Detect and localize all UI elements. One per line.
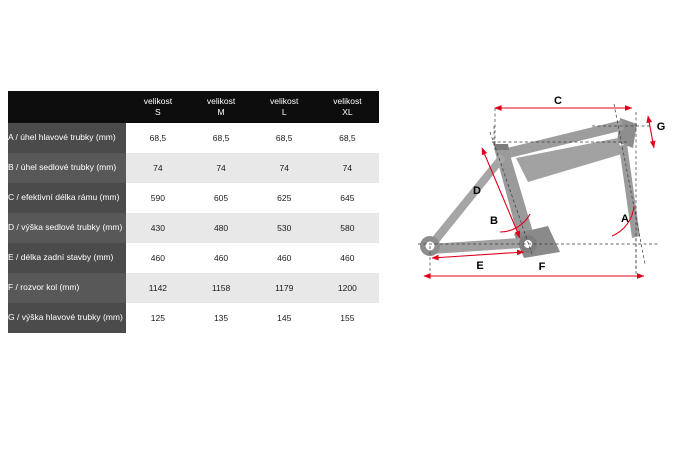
row-label-c: C / efektivní délka rámu (mm)	[8, 183, 126, 213]
column-header-word-m: velikost	[206, 96, 236, 107]
table-row	[8, 273, 379, 303]
row-label-d: D / výška sedlové trubky (mm)	[8, 213, 126, 243]
table-row	[8, 123, 379, 153]
dimension-label-f: F	[538, 261, 546, 273]
table-row	[8, 183, 379, 213]
column-header-word-l: velikost	[270, 96, 299, 107]
column-header-l	[253, 91, 316, 123]
cell-b-xl: 74	[316, 153, 379, 183]
table-row	[8, 303, 379, 333]
bike-frame-shape	[420, 118, 640, 258]
cell-g-l: 145	[253, 303, 316, 333]
frame-geometry-diagram	[396, 86, 674, 306]
cell-a-s: 68,5	[126, 123, 189, 153]
cell-e-m: 460	[189, 243, 252, 273]
cell-b-l: 74	[253, 153, 316, 183]
column-header-letter-xl: XL	[342, 107, 353, 117]
cell-a-l: 68,5	[253, 123, 316, 153]
table-row	[8, 243, 379, 273]
row-label-e: E / délka zadní stavby (mm)	[8, 243, 126, 273]
column-header-m	[189, 91, 252, 123]
cell-f-s: 1142	[126, 273, 189, 303]
cell-d-xl: 580	[316, 213, 379, 243]
cell-d-m: 480	[189, 213, 252, 243]
table-row	[8, 153, 379, 183]
dimension-label-b: B	[490, 215, 498, 227]
cell-c-xl: 645	[316, 183, 379, 213]
cell-e-l: 460	[253, 243, 316, 273]
row-label-g: G / výška hlavové trubky (mm)	[8, 303, 126, 333]
cell-g-m: 135	[189, 303, 252, 333]
cell-f-m: 1158	[189, 273, 252, 303]
row-label-f: F / rozvor kol (mm)	[8, 273, 126, 303]
cell-b-s: 74	[126, 153, 189, 183]
cell-e-s: 460	[126, 243, 189, 273]
column-header-letter-m: M	[217, 107, 225, 117]
cell-d-s: 430	[126, 213, 189, 243]
cell-e-xl: 460	[316, 243, 379, 273]
column-header-s	[126, 91, 189, 123]
cell-c-s: 590	[126, 183, 189, 213]
row-label-b: B / úhel sedlové trubky (mm)	[8, 153, 126, 183]
dimension-label-e: E	[476, 260, 484, 272]
geometry-table	[8, 91, 379, 333]
dimension-label-a: A	[621, 213, 629, 225]
table-corner-cell	[8, 91, 126, 123]
column-header-word-xl: velikost	[333, 96, 362, 107]
row-label-a: A / úhel hlavové trubky (mm)	[8, 123, 126, 153]
column-header-word-s: velikost	[143, 96, 173, 107]
cell-d-l: 530	[253, 213, 316, 243]
table-header	[8, 91, 379, 123]
cell-f-xl: 1200	[316, 273, 379, 303]
dimension-label-d: D	[473, 185, 481, 197]
table-body	[8, 123, 379, 333]
cell-g-s: 125	[126, 303, 189, 333]
cell-a-xl: 68,5	[316, 123, 379, 153]
cell-c-m: 605	[189, 183, 252, 213]
cell-c-l: 625	[253, 183, 316, 213]
table-header-row	[8, 91, 379, 123]
cell-a-m: 68,5	[189, 123, 252, 153]
dimension-label-g: G	[656, 121, 666, 133]
column-header-xl	[316, 91, 379, 123]
table-row	[8, 213, 379, 243]
cell-g-xl: 155	[316, 303, 379, 333]
cell-f-l: 1179	[253, 273, 316, 303]
column-header-letter-s: S	[155, 107, 161, 117]
column-header-letter-l: L	[281, 107, 287, 117]
dimension-label-c: C	[554, 95, 562, 107]
cell-b-m: 74	[189, 153, 252, 183]
